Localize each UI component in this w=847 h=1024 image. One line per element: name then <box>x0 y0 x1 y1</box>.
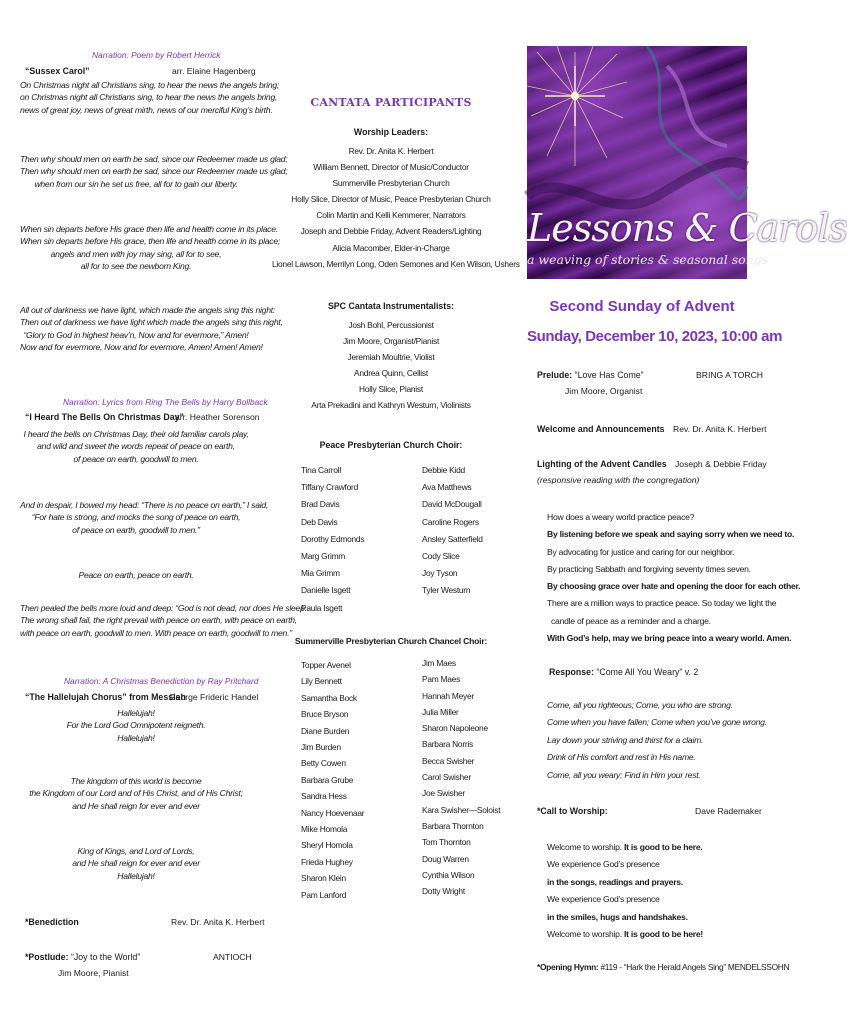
order-of-service-column-1 <box>0 0 307 1024</box>
sussex-carol-arranger: arr. Elaine Hagenberg <box>172 66 256 76</box>
sussex-carol-verse-4 <box>20 304 283 354</box>
lyric-line: Then why should men on earth be sad, since our Redeemer made us glad; <box>20 166 288 177</box>
list-item: Sharon Napoleone <box>422 723 488 734</box>
summerville-choir-left-list <box>301 657 411 903</box>
sussex-carol-verse-2 <box>20 153 288 190</box>
list-item: Jeremiah Moultrie, Violist <box>347 352 435 363</box>
prelude-label: Prelude: <box>537 370 573 380</box>
participants-column <box>272 0 520 1024</box>
list-item: Tina Carroll <box>301 465 341 475</box>
lyric-line: When sin departs before His grace then life and health come in its place. <box>20 224 278 234</box>
list-item: Caroline Rogers <box>422 516 479 527</box>
lyric-line: All out of darkness we have light, which made the angels sing this night: <box>20 305 275 315</box>
list-item: Betty Cowen <box>301 758 346 769</box>
response-title: “Come All You Weary” v. 2 <box>596 667 699 677</box>
list-item: Colin Martin and Kelli Kemmerer, Narrators <box>316 210 466 221</box>
lyric-line: of peace on earth, goodwill to men.” <box>72 524 200 535</box>
prelude-player: Jim Moore, Organist <box>565 386 643 396</box>
lyric-line: I heard the bells on Christmas Day, their old familiar carols play, <box>23 429 249 439</box>
list-item: Holly Slice, Pianist <box>359 384 423 395</box>
lighting-note: (responsive reading with the congregation) <box>537 475 700 485</box>
lyric-line: Peace on earth, peace on earth. <box>78 570 194 580</box>
lyric-line: Drink of His comfort and rest in His name. <box>547 752 696 763</box>
response-lyrics <box>547 697 769 784</box>
list-item: Dotty Wright <box>422 886 465 897</box>
list-item: Summerville Presbyterian Church <box>332 178 450 189</box>
opening-hymn-line <box>537 962 790 972</box>
list-item: Joseph and Debbie Friday, Advent Readers/Lighting <box>300 226 482 237</box>
hallelujah-verse-2 <box>20 775 252 812</box>
list-item: Sandra Hess <box>301 791 347 802</box>
reading-line: We experience God’s presence <box>547 894 660 905</box>
service-date: Sunday, December 10, 2023, 10:00 am <box>527 328 783 345</box>
list-item: Lily Bennett <box>301 676 342 687</box>
list-item: Danielle Isgett <box>301 585 351 596</box>
reading-line: With God’s help, may we bring peace into a weary world. Amen. <box>547 633 792 644</box>
lyric-line: news of great joy, news of great mirth, news of our merciful King’s birth. <box>20 104 273 115</box>
cover-image <box>527 46 847 279</box>
prelude-tune: BRING A TORCH <box>696 370 764 380</box>
list-item: Frieda Hughey <box>301 856 353 867</box>
welcome-label: Welcome and Announcements <box>537 424 665 434</box>
bells-verse-3 <box>20 569 252 581</box>
list-item: Josh Bohl, Percussionist <box>348 320 434 330</box>
lyric-line: Come when you have fallen; Come when you’ve gone wrong. <box>547 717 767 728</box>
lyric-line: of peace on earth, goodwill to men. <box>73 453 199 464</box>
list-item: Tiffany Crawford <box>301 482 358 493</box>
opening-hymn-title: #119 - “Hark the Herald Angels Sing” <box>600 962 726 972</box>
instrumentalists-title: SPC Cantata Instrumentalists: <box>327 301 455 311</box>
response-line <box>549 667 698 677</box>
list-item: Ava Matthews <box>422 482 472 493</box>
reading-line: How does a weary world practice peace? <box>547 512 695 522</box>
lyric-line: The kingdom of this world is become <box>70 776 202 786</box>
list-item: Deb Davis <box>301 516 338 527</box>
list-item: Jim Maes <box>422 658 456 668</box>
lyric-line: Then out of darkness we have light which made the angels sing this night, <box>20 317 283 328</box>
list-item: Cody Slice <box>422 551 460 562</box>
list-item: Brad Davis <box>301 499 340 510</box>
list-item: Samantha Bock <box>301 692 357 703</box>
list-item: Tyler Westurn <box>422 585 471 596</box>
hallelujah-title: “The Hallelujah Chorus” from Messiah <box>25 692 186 702</box>
lyric-line: Come, all you righteous; Come, you who are strong. <box>547 700 733 710</box>
bells-verse-4 <box>20 602 307 639</box>
sussex-carol-verse-1 <box>20 79 280 116</box>
list-item: Mike Homola <box>301 824 348 835</box>
list-item: Paula Isgett <box>301 602 343 613</box>
reading-line: candle of peace as a reminder and a charge. <box>551 615 711 626</box>
list-item: Marg Grimm <box>301 551 346 562</box>
sussex-carol-title: “Sussex Carol” <box>25 66 90 76</box>
reading-line: in the smiles, hugs and handshakes. <box>547 911 688 922</box>
lyric-line: Hallelujah! <box>117 732 155 743</box>
lyric-line: when from our sin he set us free, all for to gain our liberty. <box>34 178 238 189</box>
list-item: Barbara Grube <box>301 774 354 785</box>
call-to-worship-leader: Dave Rademaker <box>695 806 762 816</box>
reading-line: By practicing Sabbath and forgiving seventy times seven. <box>547 563 751 574</box>
call-to-worship-reading <box>547 839 769 943</box>
welcome-leader: Rev. Dr. Anita K. Herbert <box>673 424 767 434</box>
postlude-player: Jim Moore, Pianist <box>58 968 129 978</box>
hallelujah-verse-3 <box>20 845 252 882</box>
list-item: Alicia Macomber, Elder-in-Charge <box>332 242 450 253</box>
bells-verse-2 <box>20 499 269 536</box>
reading-line: By advocating for justice and caring for our neighbor. <box>547 546 735 557</box>
list-item: Arta Prekadini and Kathryn Westurn, Violinists <box>311 400 471 411</box>
list-item: Sharon Klein <box>301 873 346 884</box>
response-label: Response: <box>549 667 594 677</box>
postlude-title: “Joy to the World” <box>70 952 141 962</box>
lyric-line: angels and men with joy may sing, all for to see, <box>50 248 222 259</box>
lyric-line: Then why should men on earth be sad, since our Redeemer made us glad; <box>20 154 288 164</box>
lighting-label: Lighting of the Advent Candles <box>537 459 667 469</box>
list-item: Lionel Lawson, Merrilyn Long, Oden Semones and Ken Wilson, Ushers <box>272 258 520 269</box>
lyric-line: Lay down your striving and thirst for a claim. <box>547 734 704 745</box>
bells-title: “I Heard The Bells On Christmas Day” <box>25 412 184 422</box>
worship-leaders-list <box>272 143 520 272</box>
list-item: Cynthia Wilson <box>422 869 475 880</box>
list-item: David McDougall <box>422 499 482 510</box>
lyric-line: all for to see the newborn King. <box>80 261 192 272</box>
lyric-line: Come, all you weary; Find in Him your rest. <box>547 769 701 780</box>
reading-people-text: It is good to be here. <box>624 842 703 852</box>
benediction-label: *Benediction <box>25 917 79 927</box>
opening-hymn-tune: MENDELSSOHN <box>727 962 790 972</box>
reading-line: By choosing grace over hate and opening the door for each other. <box>547 581 801 592</box>
narration-pritchard: Narration: A Christmas Benediction by Ray Pritchard <box>64 676 259 686</box>
cover-and-service-column <box>527 0 847 1024</box>
lyric-line: On Christmas night all Christians sing, to hear the news the angels bring; <box>20 80 280 90</box>
lighting-leader: Joseph & Debbie Friday <box>675 459 767 469</box>
worship-leaders-title: Worship Leaders: <box>353 127 429 137</box>
list-item: Joe Swisher <box>422 788 465 799</box>
lyric-line: And in despair, I bowed my head: “There is no peace on earth,” I said, <box>20 500 269 510</box>
list-item: Barbara Norris <box>422 739 473 750</box>
bells-verse-1 <box>20 428 252 465</box>
list-item: Julia Miller <box>422 706 459 717</box>
lyric-line: For the Lord God Omnipotent reigneth. <box>66 720 206 731</box>
peace-choir-left-list <box>301 462 401 617</box>
list-item: Debbie Kidd <box>422 465 465 475</box>
reading-line: We experience God’s presence <box>547 859 660 870</box>
lyric-line: on Christmas night all Christians sing, to hear the news the angels bring, <box>20 92 278 103</box>
lyric-line: and He shall reign for ever and ever <box>72 800 200 811</box>
narration-bollback: Narration: Lyrics from Ring The Bells by Harry Bollback <box>63 397 268 407</box>
list-item: Ansley Satterfield <box>422 533 483 544</box>
lyric-line: and wild and sweet the words repeat of peace on earth, <box>37 441 235 452</box>
list-item: Rev. Dr. Anita K. Herbert <box>348 146 434 156</box>
list-item: Becca Swisher <box>422 755 475 766</box>
benediction-leader: Rev. Dr. Anita K. Herbert <box>171 917 265 927</box>
lyric-line: Then pealed the bells more loud and deep: “God is not dead, nor does He sleep. <box>20 603 307 613</box>
opening-hymn-label: *Opening Hymn: <box>537 962 599 972</box>
service-heading: Second Sunday of Advent <box>549 298 735 315</box>
peace-choir-title: Peace Presbyterian Church Choir: <box>319 440 463 450</box>
peace-choir-right-list <box>422 462 502 600</box>
list-item: Barbara Thornton <box>422 820 484 831</box>
hallelujah-composer: George Frideric Handel <box>169 692 259 702</box>
lyric-line: “For hate is strong, and mocks the song of peace on earth, <box>31 512 241 523</box>
list-item: Diane Burden <box>301 725 350 736</box>
lyric-line: and He shall reign for ever and ever <box>72 858 200 869</box>
advent-responsive-reading <box>547 509 801 647</box>
cantata-participants-heading: CANTATA PARTICIPANTS <box>310 96 472 109</box>
lyric-line: The wrong shall fail, the right prevail with peace on earth, with peace on earth, <box>20 615 297 626</box>
list-item: Pam Maes <box>422 674 461 685</box>
reading-line: There are a million ways to practice peace. So today we light the <box>547 598 777 609</box>
reading-leader-text: Welcome to worship. <box>547 842 622 852</box>
list-item: Dorothy Edmonds <box>301 533 365 544</box>
list-item: Doug Warren <box>422 853 469 864</box>
reading-leader-text: Welcome to worship. <box>547 929 622 940</box>
narration-herrick: Narration: Poem by Robert Herrick <box>92 50 221 60</box>
lyric-line: King of Kings, and Lord of Lords, <box>77 846 195 856</box>
summerville-choir-right-list <box>422 655 512 899</box>
list-item: Hannah Meyer <box>422 690 474 701</box>
sussex-carol-verse-3 <box>20 223 280 273</box>
list-item: Topper Avenel <box>301 660 351 670</box>
lyric-line: Hallelujah! <box>117 870 155 881</box>
list-item: Carol Swisher <box>422 772 471 783</box>
reading-line <box>547 926 769 943</box>
lyric-line: Now and for evermore, Now and for evermore, Amen! Amen! Amen! <box>20 342 263 353</box>
lyric-line: When sin departs before His grace, then life and health come in its place; <box>20 236 280 247</box>
lyric-line: “Glory to God in highest heav’n, Now and for evermore,” Amen! <box>23 329 249 340</box>
postlude-label: *Postlude: <box>25 952 69 962</box>
reading-line <box>547 839 769 856</box>
cover-subtitle: a weaving of stories & seasonal songs <box>527 252 769 267</box>
call-to-worship-label: *Call to Worship: <box>537 806 608 816</box>
list-item: Pam Lanford <box>301 889 347 900</box>
reading-line: in the songs, readings and prayers. <box>547 876 683 887</box>
lyric-line: Hallelujah! <box>117 708 155 718</box>
lyric-line: with peace on earth, goodwill to men. With peace on earth, goodwill to men.” <box>20 627 292 638</box>
list-item: Andrea Quinn, Cellist <box>354 368 428 379</box>
bells-arranger: arr. Heather Sorenson <box>175 412 260 422</box>
list-item: Mia Grimm <box>301 568 340 579</box>
list-item: Jim Burden <box>301 742 341 753</box>
list-item: Nancy Hoevenaar <box>301 807 365 818</box>
list-item: Sheryl Homola <box>301 840 353 851</box>
list-item: Tom Thornton <box>422 837 471 848</box>
list-item: Holly Slice, Director of Music, Peace Presbyterian Church <box>291 194 491 205</box>
list-item: William Bennett, Director of Music/Conductor <box>313 162 469 173</box>
hallelujah-verse-1 <box>20 707 252 744</box>
postlude-tune: ANTIOCH <box>213 952 252 962</box>
summerville-choir-title: Summerville Presbyterian Church Chancel Choir: <box>294 636 488 646</box>
reading-line: By listening before we speak and saying sorry when we need to. <box>547 529 795 540</box>
cover-title: Lessons & Carols <box>527 206 847 250</box>
list-item: Bruce Bryson <box>301 709 349 720</box>
postlude-line <box>25 952 140 962</box>
lyric-line: the Kingdom of our Lord and of His Christ, and of His Christ; <box>29 788 243 799</box>
prelude-line <box>537 370 644 380</box>
list-item: Joy Tyson <box>422 568 458 579</box>
reading-people-text: It is good to be here! <box>624 929 704 940</box>
prelude-title: “Love Has Come” <box>574 370 644 380</box>
instrumentalists-list <box>282 317 500 414</box>
list-item: Jim Moore, Organist/Pianist <box>342 336 440 347</box>
list-item: Kara Swisher—Soloist <box>422 804 501 815</box>
